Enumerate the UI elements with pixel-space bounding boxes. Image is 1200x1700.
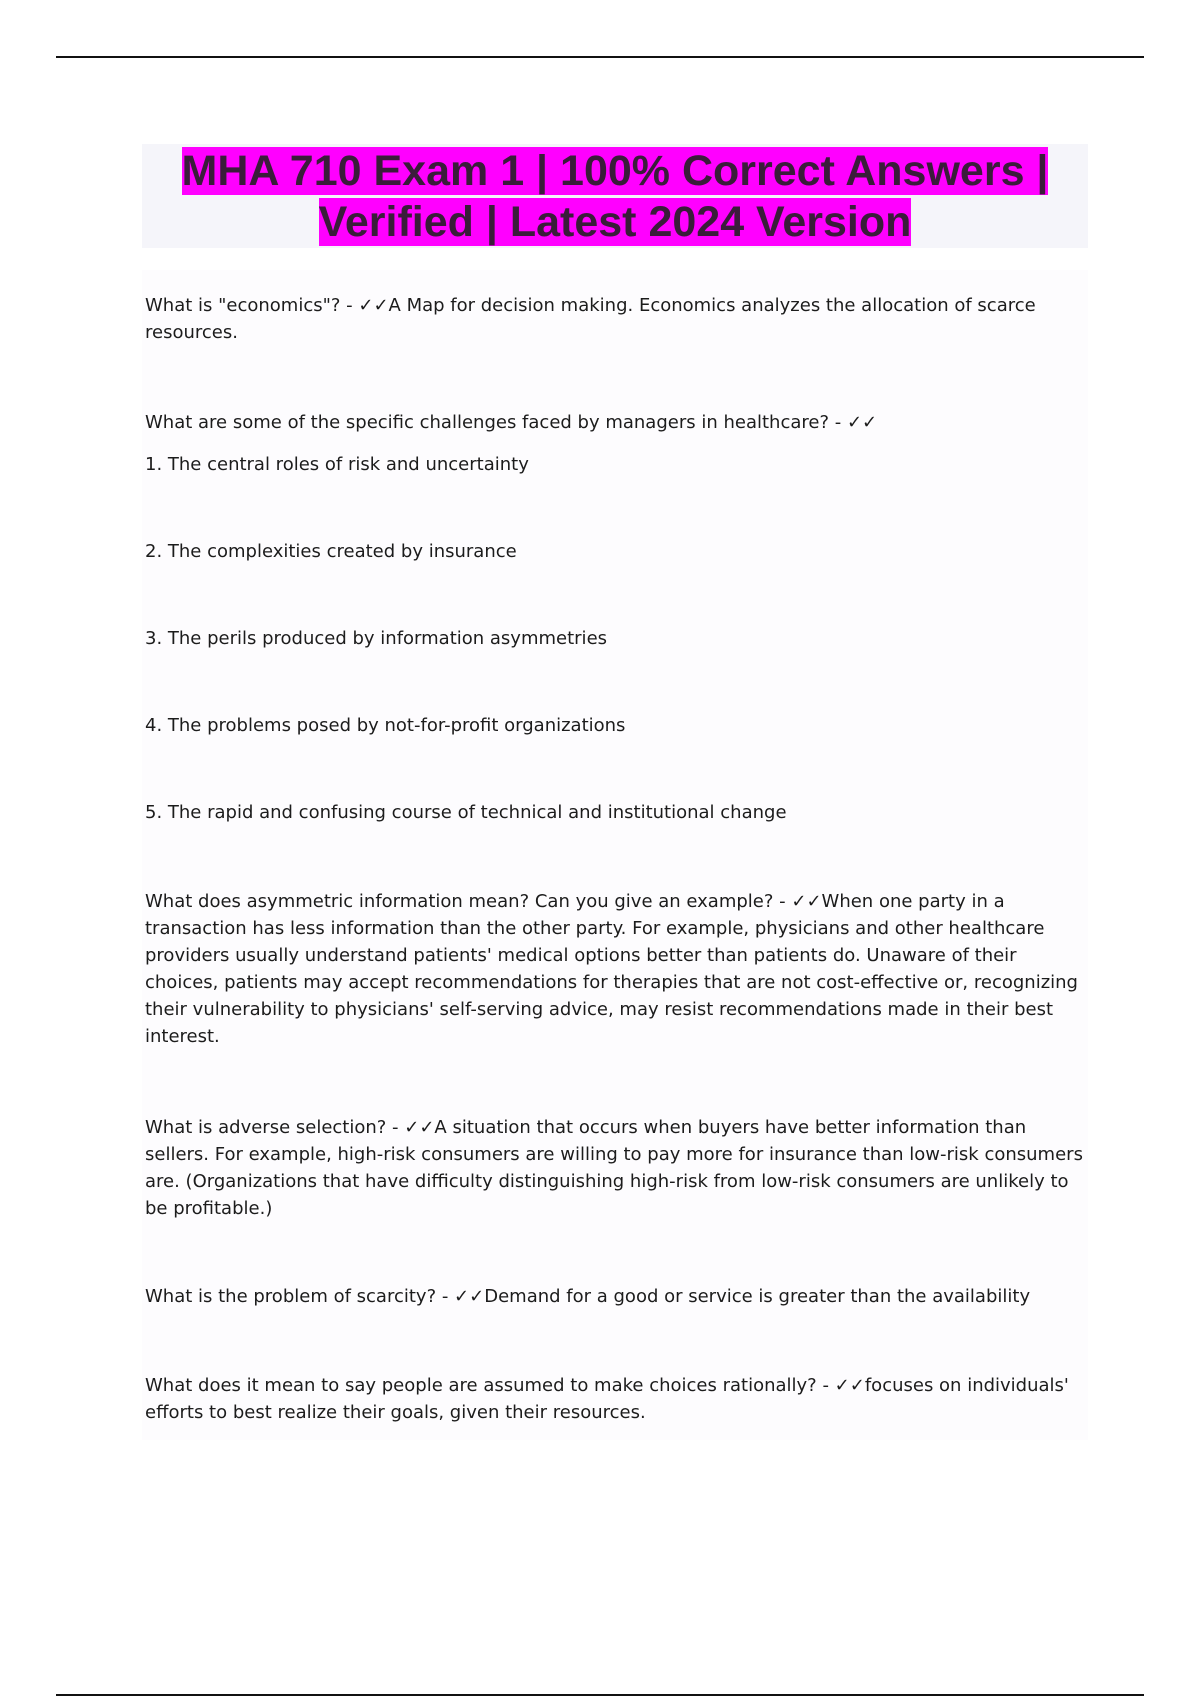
list-item: 3. The perils produced by information asymmetries [145, 628, 608, 649]
title-banner [142, 144, 1088, 248]
list-item: 5. The rapid and confusing course of technical and institutional change [145, 802, 787, 823]
qa-economics: What is "economics"? - ✓✓A Map for decision making. Economics analyzes the allocation of scarce resources. [145, 295, 1036, 343]
content-area [142, 270, 1088, 1440]
document-title: MHA 710 Exam 1 | 100% Correct Answers | Verified | Latest 2024 Version [181, 147, 1049, 246]
qa-rational-choice: What does it mean to say people are assumed to make choices rationally? - ✓✓focuses on individuals' efforts to best realize their goals, given their resources. [145, 1375, 1069, 1423]
qa-scarcity: What is the problem of scarcity? - ✓✓Demand for a good or service is greater than the availability [145, 1286, 1031, 1307]
qa-asymmetric-information: What does asymmetric information mean? Can you give an example? - ✓✓When one party in a transaction has less information than the other party. For example, physicians and other healthcare providers usually understand patients' medical options better than patients do. Unaware of their choices, patients may accept recommendations for therapies that are not cost-effective or, recognizing their vulnerability to physicians' self-serving advice, may resist recommendations made in their best interest. [145, 891, 1078, 1047]
header-rule [56, 56, 1144, 58]
list-item: 1. The central roles of risk and uncertainty [145, 454, 529, 475]
qa-healthcare-challenges: What are some of the specific challenges faced by managers in healthcare? - ✓✓ [145, 412, 878, 433]
footer-rule [56, 1694, 1144, 1696]
list-item: 4. The problems posed by not-for-profit organizations [145, 715, 626, 736]
qa-adverse-selection: What is adverse selection? - ✓✓A situation that occurs when buyers have better information than sellers. For example, high-risk consumers are willing to pay more for insurance than low-risk consumers are. (Organizations that have difficulty distinguishing high-risk from low-risk consumers are unlikely to be profitable.) [145, 1117, 1083, 1219]
list-item: 2. The complexities created by insurance [145, 541, 517, 562]
